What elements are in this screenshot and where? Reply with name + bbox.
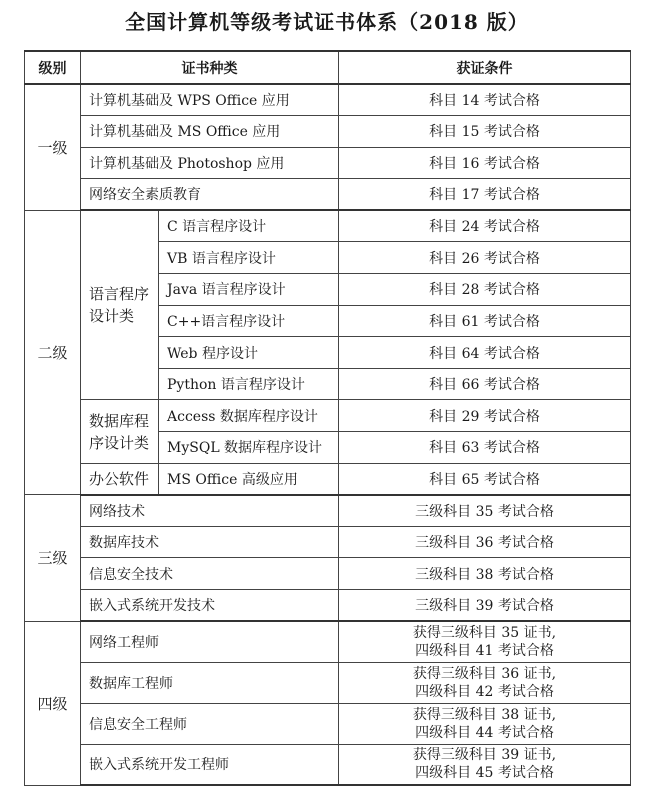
- cert-name: C++语言程序设计: [159, 305, 339, 337]
- table-row: [25, 703, 631, 744]
- category-language: [81, 210, 159, 400]
- cert-condition: [339, 744, 631, 785]
- cert-condition: 科目 61 考试合格: [339, 305, 631, 337]
- cert-condition: 三级科目 36 考试合格: [339, 526, 631, 558]
- level-three-cell: 三级: [25, 495, 81, 621]
- category-database-line2: 序设计类: [89, 433, 150, 452]
- cert-name: Python 语言程序设计: [159, 368, 339, 400]
- table-row: [25, 210, 631, 242]
- table-row: [25, 662, 631, 703]
- cert-name: Java 语言程序设计: [159, 274, 339, 306]
- cert-name: C 语言程序设计: [159, 210, 339, 242]
- cert-condition: 科目 65 考试合格: [339, 463, 631, 495]
- level-two-cell: 二级: [25, 210, 81, 494]
- cert-name: MS Office 高级应用: [159, 463, 339, 495]
- cert-condition: 科目 15 考试合格: [339, 116, 631, 148]
- cert-name: MySQL 数据库程序设计: [159, 432, 339, 464]
- cert-condition: 科目 17 考试合格: [339, 179, 631, 211]
- cert-name: 信息安全技术: [81, 558, 339, 590]
- header-condition: 获证条件: [339, 51, 631, 84]
- cert-name: 嵌入式系统开发技术: [81, 590, 339, 622]
- cert-condition: 科目 16 考试合格: [339, 147, 631, 179]
- cert-condition: [339, 662, 631, 703]
- cert-name: 计算机基础及 MS Office 应用: [81, 116, 339, 148]
- certificate-table: [24, 50, 631, 786]
- condition-line1: 获得三级科目 39 证书,: [412, 747, 557, 764]
- condition-line2: 四级科目 42 考试合格: [415, 683, 554, 700]
- category-language-line2: 设计类: [89, 307, 135, 326]
- level-one-cell: 一级: [25, 84, 81, 210]
- table-row: [25, 621, 631, 662]
- cert-name: 网络工程师: [81, 621, 339, 662]
- condition-line2: 四级科目 41 考试合格: [415, 642, 554, 659]
- cert-name: 网络技术: [81, 495, 339, 527]
- cert-condition: 科目 14 考试合格: [339, 84, 631, 116]
- cert-condition: 科目 26 考试合格: [339, 242, 631, 274]
- condition-line1: 获得三级科目 36 证书,: [412, 665, 557, 682]
- cert-name: 数据库技术: [81, 526, 339, 558]
- table-row: [25, 147, 631, 179]
- header-type: 证书种类: [81, 51, 339, 84]
- table-header-row: [25, 51, 631, 84]
- category-database: [81, 400, 159, 463]
- cert-condition: 科目 29 考试合格: [339, 400, 631, 432]
- table-row: [25, 495, 631, 527]
- table-row: [25, 558, 631, 590]
- condition-line1: 获得三级科目 38 证书,: [412, 706, 557, 723]
- cert-name: 嵌入式系统开发工程师: [81, 744, 339, 785]
- page-title: 全国计算机等级考试证书体系（2018 版）: [125, 10, 529, 34]
- table-row: [25, 744, 631, 785]
- table-row: [25, 116, 631, 148]
- table-row: [25, 463, 631, 495]
- cert-name: 数据库工程师: [81, 662, 339, 703]
- cert-condition: 科目 64 考试合格: [339, 337, 631, 369]
- cert-name: Web 程序设计: [159, 337, 339, 369]
- cert-condition: 科目 63 考试合格: [339, 432, 631, 464]
- cert-name: Access 数据库程序设计: [159, 400, 339, 432]
- cert-condition: 科目 28 考试合格: [339, 274, 631, 306]
- table-row: [25, 179, 631, 211]
- cert-condition: 三级科目 35 考试合格: [339, 495, 631, 527]
- condition-line2: 四级科目 45 考试合格: [415, 765, 554, 782]
- category-language-line1: 语言程序: [89, 285, 150, 304]
- cert-name: 计算机基础及 Photoshop 应用: [81, 147, 339, 179]
- cert-condition: 科目 24 考试合格: [339, 210, 631, 242]
- cert-name: VB 语言程序设计: [159, 242, 339, 274]
- condition-line1: 获得三级科目 35 证书,: [412, 624, 557, 641]
- cert-name: 网络安全素质教育: [81, 179, 339, 211]
- table-row: [25, 84, 631, 116]
- level-four-cell: 四级: [25, 621, 81, 785]
- cert-name: 信息安全工程师: [81, 703, 339, 744]
- table-row: [25, 590, 631, 622]
- cert-name: 计算机基础及 WPS Office 应用: [81, 84, 339, 116]
- category-office: 办公软件: [81, 463, 159, 495]
- cert-condition: [339, 621, 631, 662]
- cert-condition: 三级科目 39 考试合格: [339, 590, 631, 622]
- cert-condition: 科目 66 考试合格: [339, 368, 631, 400]
- table-row: [25, 526, 631, 558]
- cert-condition: 三级科目 38 考试合格: [339, 558, 631, 590]
- condition-line2: 四级科目 44 考试合格: [415, 724, 554, 741]
- cert-condition: [339, 703, 631, 744]
- header-level: 级别: [25, 51, 81, 84]
- table-row: [25, 400, 631, 432]
- category-database-line1: 数据库程: [89, 411, 150, 430]
